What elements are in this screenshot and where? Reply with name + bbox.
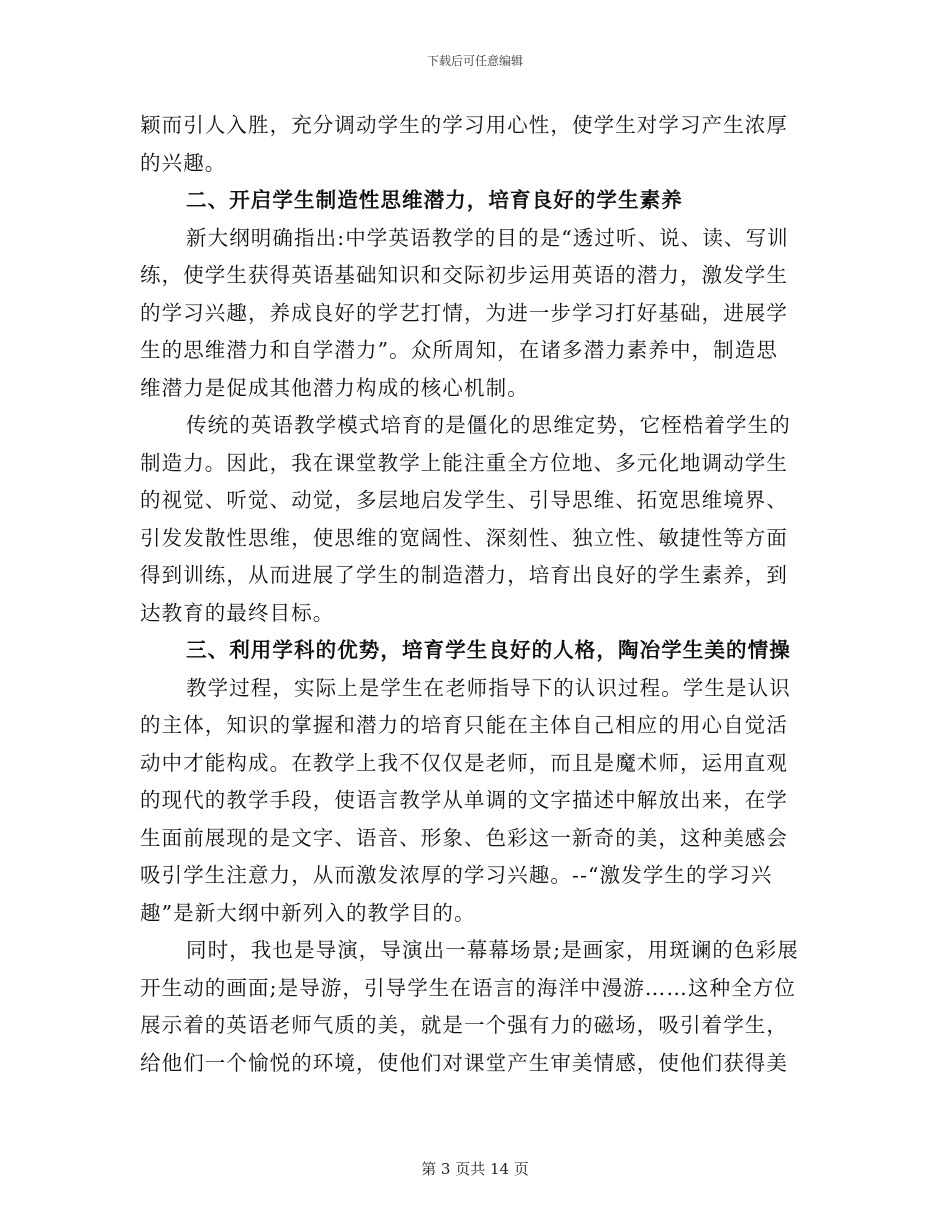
section-heading-3: 三、利用学科的优势，培育学生良好的人格，陶冶学生美的情操 <box>186 638 791 662</box>
text-line: 教学过程，实际上是学生在老师指导下的认识过程。学生是认识 <box>186 675 791 700</box>
text-line: 的兴趣。 <box>140 150 227 175</box>
text-line: 练，使学生获得英语基础知识和交际初步运用英语的潜力，激发学生 <box>140 263 788 287</box>
text-line: 的视觉、听觉、动觉，多层地启发学生、引导思维、拓宽思维境界、 <box>140 488 788 512</box>
section-heading-2: 二、开启学生制造性思维潜力，培育良好的学生素养 <box>186 188 683 212</box>
text-line: 的现代的教学手段，使语言教学从单调的文字描述中解放出来，在学 <box>140 788 788 812</box>
text-line: 吸引学生注意力，从而激发浓厚的学习兴趣。--“激发学生的学习兴 <box>140 863 773 887</box>
text-line: 同时，我也是导演，导演出一幕幕场景;是画家，用斑谰的色彩展 <box>186 938 799 962</box>
header-note: 下载后可任意编辑 <box>426 54 523 68</box>
text-line: 趣”是新大纲中新列入的教学目的。 <box>140 900 476 925</box>
text-line: 给他们一个愉悦的环境，使他们对课堂产生审美情感，使他们获得美 <box>140 1050 788 1075</box>
text-line: 达教育的最终目标。 <box>140 600 335 625</box>
text-line: 新大纲明确指出:中学英语教学的目的是“透过听、说、读、写训 <box>186 225 789 250</box>
text-line: 的主体，知识的掌握和潜力的培育只能在主体自己相应的用心自觉活 <box>140 713 788 737</box>
page-number: 第 3 页共 14 页 <box>421 1160 529 1178</box>
text-line: 开生动的画面;是导游，引导学生在语言的海洋中漫游……这种全方位 <box>140 975 797 1000</box>
text-line: 制造力。因此，我在课堂教学上能注重全方位地、多元化地调动学生 <box>140 450 788 475</box>
body-text <box>140 107 812 1082</box>
text-line: 颖而引人入胜，充分调动学生的学习用心性，使学生对学习产生浓厚 <box>140 113 788 137</box>
text-line: 传统的英语教学模式培育的是僵化的思维定势，它桎梏着学生的 <box>186 413 791 437</box>
text-line: 生的思维潜力和自学潜力”。众所周知，在诸多潜力素养中，制造思 <box>140 338 778 362</box>
text-line: 展示着的英语老师气质的美，就是一个强有力的磁场，吸引着学生， <box>140 1013 788 1037</box>
text-line: 得到训练，从而进展了学生的制造潜力，培育出良好的学生素养，到 <box>140 563 788 587</box>
text-line: 动中才能构成。在教学上我不仅仅是老师，而且是魔术师，运用直观 <box>140 750 788 775</box>
text-line: 生面前展现的是文字、语音、形象、色彩这一新奇的美，这种美感会 <box>140 825 788 850</box>
text-line: 引发发散性思维，使思维的宽阔性、深刻性、独立性、敏捷性等方面 <box>140 525 788 550</box>
text-line: 维潜力是促成其他潜力构成的核心机制。 <box>140 375 529 400</box>
text-line: 的学习兴趣，养成良好的学艺打情，为进一步学习打好基础，进展学 <box>140 300 788 325</box>
